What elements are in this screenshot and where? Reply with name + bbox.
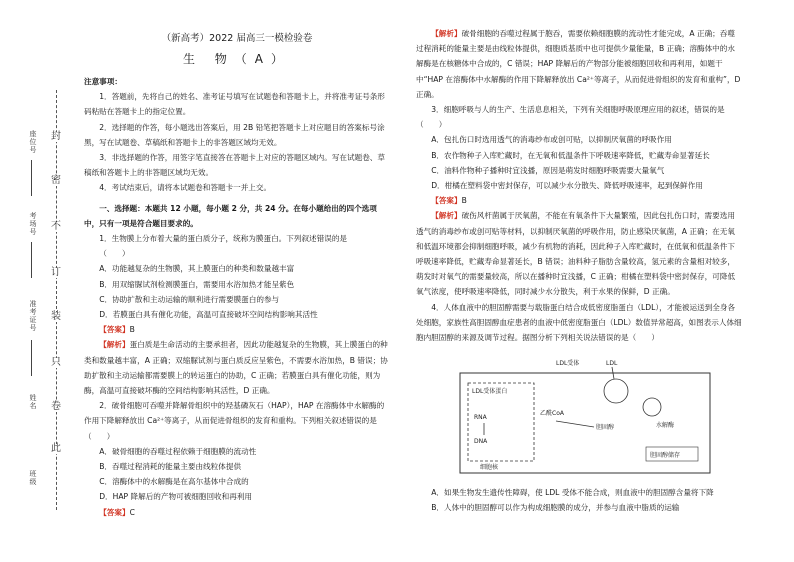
seal-char: 此 — [51, 443, 61, 454]
seal-char: 密 — [51, 175, 61, 186]
question-3-stem: 3．细胞呼吸与人的生产、生活息息相关，下列有关细胞呼吸原理应用的叙述，错误的是（ ） — [416, 105, 725, 130]
question-1-paren: （ ） — [99, 249, 130, 259]
question-3-option-a: A．包扎伤口时选用透气的消毒纱布或创可贴，以抑制厌氧菌的呼吸作用 — [431, 135, 672, 145]
storage-label: 胆固醇储存 — [650, 452, 681, 460]
question-2-option-c: C．溶酶体中的水解酶是在高尔基体中合成的 — [99, 477, 249, 487]
question-2-option-d: D．HAP 降解后的产物可被细胞回收和再利用 — [99, 492, 253, 502]
receptor-protein-label: LDL受体蛋白 — [472, 388, 508, 396]
class-field: 班级 — [29, 470, 37, 486]
question-1-option-b: B．用双缩脲试剂检测膜蛋白，需要用水浴加热才能呈紫色 — [99, 279, 295, 289]
notice-heading: 注意事项： — [84, 77, 122, 86]
question-1-analysis: 【解析】蛋白质是生命活动的主要承担者，因此功能越复杂的生物膜，其上膜蛋白的种类和数量越丰富，A 正确；双缩脲试剂与蛋白质反应呈紫色，不需要水浴加热，B 错误；协助扩散和主动运输都需要膜上的转运蛋白的协助，C 正确；若膜蛋白具有催化功能，则为酶，高温可直接破坏酶的空间结构影响其活性，D 正确。 — [84, 340, 388, 396]
exam-title: （新高考）2022 届高三一模检验卷 — [161, 33, 313, 44]
notice-item: 3．非选择题的作答，用签字笔直接答在答题卡上对应的答题区域内。写在试题卷、草稿纸和答题卡上的非答题区域均无效。 — [84, 153, 385, 178]
ldl-receptor-label: LDL受体 — [556, 360, 580, 368]
question-4-stem: 4．人体血液中的胆固醇需要与载脂蛋白结合成低密度脂蛋白（LDL），才能被运送到全身各处细胞，家族性高胆固醇血症患者的血液中低密度脂蛋白（LDL）数值异常超高，如图表示人体细胞内胆固醇的来源及调节过程。据图分析下列相关说法错误的是（ ） — [416, 302, 742, 343]
admission-number-field: 准考证号 — [29, 300, 37, 332]
enzyme-label: 乙酰CoA — [540, 410, 564, 418]
question-4-option-b: B．人体中的胆固醇可以作为构成细胞膜的成分，并参与血液中脂质的运输 — [431, 503, 680, 513]
question-2-analysis: 【解析】破骨细胞的吞噬过程属于胞吞，需要依赖细胞膜的流动性才能完成，A 正确；吞噬过程消耗的能量主要是由线粒体提供，细胞质基质中也可提供少量能量，B 正确；溶酶体中的水解酶是在核糖体中合成的，C 错误；HAP 降解后的产物部分能被细胞回收和再利用，如题干中“HAP 在溶酶体中水解酶的作用下降解释放出 Ca²⁺等离子，从而促进骨组织的发育和重构”，D 正确。 — [416, 29, 741, 99]
question-2-option-b: B．吞噬过程消耗的能量主要由线粒体提供 — [99, 462, 242, 472]
cholesterol-label: 胆固醇 — [596, 424, 615, 432]
question-1-option-d: D．若膜蛋白具有催化功能，高温可直接破坏空间结构影响其活性 — [99, 310, 318, 320]
question-1-stem: 1．生物膜上分布着大量的蛋白质分子，统称为膜蛋白。下列叙述错误的是 — [99, 234, 348, 244]
question-1-option-c: C．协助扩散和主动运输的顺利进行需要膜蛋白的参与 — [99, 294, 280, 304]
nucleus-label: 细胞核 — [480, 464, 499, 472]
hydrolysis-label: 水解酶 — [656, 422, 675, 430]
question-3-analysis: 【解析】破伤风杆菌属于厌氧菌，不能在有氧条件下大量繁殖，因此包扎伤口时，需要选用透气的消毒纱布或创可贴等材料，以抑制厌氧菌的呼吸作用，防止感染厌氧菌，A 正确；在无氧和低温环境都会抑制细胞呼吸，减少有机物的消耗，因此种子入库贮藏时，在低氧和低温条件下呼吸速率降低，贮藏寿命显著延长，B 错误；油料种子脂肪含量较高，氢元素的含量相对较多，萌发时对氧气的需要量较高，所以在播种时宜浅播，C 正确；柑橘在塑料袋中密封保存，可降低氧气浓度，使呼吸速率降低，同时减少水分散失，利于水果的保鲜，D 正确。 — [416, 211, 736, 297]
question-4-option-a: A．如果生物发生遗传性障碍，使 LDL 受体不能合成，则血液中的胆固醇含量将下降 — [431, 488, 714, 498]
name-field: 姓名 — [29, 394, 37, 410]
section-heading: 一、选择题：本题共 12 小题，每小题 2 分，共 24 分。在每小题给出的四个选项中，只有一项是符合题目要求的。 — [84, 203, 377, 228]
cholesterol-regulation-figure — [456, 351, 718, 477]
question-3-answer: 【答案】B — [431, 196, 467, 206]
right-column — [416, 26, 742, 516]
endosome-vesicle — [604, 379, 628, 403]
question-3-option-c: C．油料作物种子播种时宜浅播，原因是萌发时细胞呼吸需要大量氧气 — [431, 165, 665, 175]
question-3-option-b: B．农作物种子入库贮藏时，在无氧和低温条件下呼吸速率降低，贮藏寿命显著延长 — [431, 150, 710, 160]
cell-diagram — [456, 351, 718, 477]
notice-item: 4．考试结束后，请将本试题卷和答题卡一并上交。 — [99, 183, 272, 193]
seal-char: 只 — [51, 357, 61, 368]
question-1-option-a: A．功能越复杂的生物膜，其上膜蛋白的种类和数量越丰富 — [99, 264, 295, 274]
seal-char: 订 — [51, 267, 61, 278]
question-2-stem: 2．破骨细胞可吞噬并降解骨组织中的羟基磷灰石（HAP），HAP 在溶酶体中水解酶的作用下降解释放出 Ca²⁺等离子，从而促进骨组织的发育和重构。下列相关叙述错误的是（ ） — [84, 401, 385, 441]
seal-char: 卷 — [51, 401, 61, 412]
seal-char: 装 — [51, 311, 61, 322]
rna-label: RNA — [474, 414, 487, 422]
ldl-label: LDL — [606, 360, 618, 368]
seal-char: 不 — [51, 221, 61, 232]
subject-title: 生 物（A） — [182, 52, 292, 66]
left-column — [84, 30, 390, 520]
exam-room-field: 考场号 — [29, 212, 37, 236]
notice-item: 1．答题前，先将自己的姓名、准考证号填写在试题卷和答题卡上，并将准考证号条形码粘贴在答题卡上的指定位置。 — [84, 92, 385, 117]
question-3-option-d: D．柑橘在塑料袋中密封保存，可以减少水分散失、降低呼吸速率，起到保鲜作用 — [431, 181, 703, 191]
question-2-answer: 【答案】C — [99, 507, 135, 517]
seal-char: 封 — [51, 131, 61, 142]
dna-label: DNA — [474, 438, 488, 446]
question-1-answer: 【答案】B — [99, 325, 135, 335]
question-2-option-a: A．破骨细胞的吞噬过程依赖于细胞膜的流动性 — [99, 446, 257, 456]
notice-item: 2．选择题的作答，每小题选出答案后，用 2B 铅笔把答题卡上对应题目的答案标号涂黑，写在试题卷、草稿纸和答题卡上的非答题区域均无效。 — [84, 122, 385, 147]
lysosome — [643, 398, 661, 416]
seat-number-field: 座位号 — [29, 130, 37, 154]
binding-margin — [0, 0, 78, 562]
